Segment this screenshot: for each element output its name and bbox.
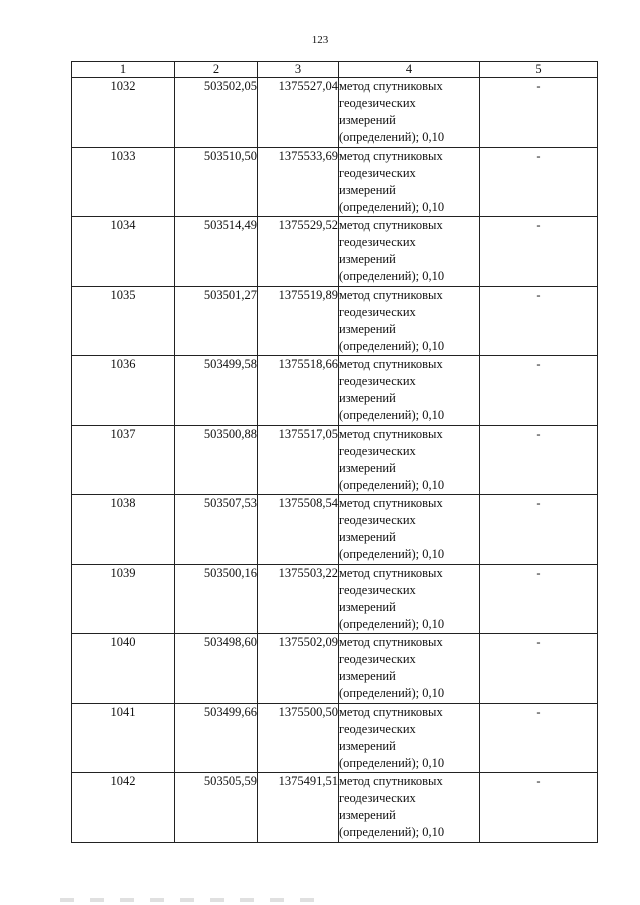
method-line: геодезических (339, 235, 416, 249)
method-line: (определений); 0,10 (339, 338, 445, 353)
y-coordinate-cell: 1375517,05 (258, 425, 339, 495)
point-number-cell: 1035 (72, 286, 175, 356)
point-number-cell: 1041 (72, 703, 175, 773)
method-line: измерений (339, 808, 396, 822)
x-coordinate-cell: 503498,60 (175, 634, 258, 704)
table-row (72, 634, 598, 704)
method-line: геодезических (339, 304, 416, 319)
note-cell: - (480, 78, 598, 148)
method-cell (339, 495, 480, 565)
x-coordinate-cell: 503501,27 (175, 286, 258, 356)
method-line: геодезических (339, 374, 416, 388)
y-coordinate-cell: 1375527,04 (258, 78, 339, 148)
method-line: (определений); 0,10 (339, 825, 445, 839)
method-line: метод спутниковых (339, 774, 443, 788)
method-line: измерений (339, 530, 396, 544)
method-cell (339, 634, 480, 704)
x-coordinate-cell: 503502,05 (175, 78, 258, 148)
table-row (72, 147, 598, 217)
note-cell: - (480, 356, 598, 426)
footer-scan-artifact (60, 898, 330, 902)
method-line: метод спутниковых (339, 218, 443, 232)
method-line: измерений (339, 391, 396, 405)
method-line: (определений); 0,10 (339, 755, 445, 770)
method-line: метод спутниковых (339, 79, 443, 93)
method-cell (339, 147, 480, 217)
method-line: (определений); 0,10 (339, 408, 445, 422)
method-line: геодезических (339, 652, 416, 666)
y-coordinate-cell: 1375518,66 (258, 356, 339, 426)
table-row (72, 773, 598, 843)
table-row (72, 356, 598, 426)
method-line: измерений (339, 252, 396, 266)
method-cell (339, 564, 480, 634)
point-number-cell: 1038 (72, 495, 175, 565)
y-coordinate-cell: 1375503,22 (258, 564, 339, 634)
coordinates-table (71, 61, 598, 843)
note-cell: - (480, 495, 598, 565)
table-row (72, 78, 598, 148)
x-coordinate-cell: 503499,58 (175, 356, 258, 426)
method-line: метод спутниковых (339, 496, 443, 510)
y-coordinate-cell: 1375519,89 (258, 286, 339, 356)
method-line: геодезических (339, 513, 416, 527)
header-cell-3: 3 (258, 62, 339, 78)
method-line: измерений (339, 738, 396, 753)
method-line: (определений); 0,10 (339, 269, 445, 283)
header-cell-2: 2 (175, 62, 258, 78)
header-cell-5: 5 (480, 62, 598, 78)
header-row (72, 62, 598, 78)
x-coordinate-cell: 503514,49 (175, 217, 258, 287)
note-cell: - (480, 634, 598, 704)
table-row (72, 564, 598, 634)
method-line: измерений (339, 182, 396, 197)
point-number-cell: 1036 (72, 356, 175, 426)
method-cell (339, 356, 480, 426)
method-line: измерений (339, 669, 396, 683)
method-line: геодезических (339, 791, 416, 805)
note-cell: - (480, 147, 598, 217)
y-coordinate-cell: 1375491,51 (258, 773, 339, 843)
method-line: (определений); 0,10 (339, 547, 445, 561)
note-cell: - (480, 703, 598, 773)
method-cell (339, 286, 480, 356)
note-cell: - (480, 217, 598, 287)
method-line: геодезических (339, 721, 416, 736)
table-row (72, 217, 598, 287)
y-coordinate-cell: 1375533,69 (258, 147, 339, 217)
point-number-cell: 1040 (72, 634, 175, 704)
table-row (72, 495, 598, 565)
table-row (72, 703, 598, 773)
x-coordinate-cell: 503500,16 (175, 564, 258, 634)
table-body (72, 78, 598, 843)
x-coordinate-cell: 503499,66 (175, 703, 258, 773)
method-line: геодезических (339, 582, 416, 597)
point-number-cell: 1034 (72, 217, 175, 287)
note-cell: - (480, 286, 598, 356)
x-coordinate-cell: 503500,88 (175, 425, 258, 495)
method-line: измерений (339, 113, 396, 127)
header-cell-4: 4 (339, 62, 480, 78)
method-line: геодезических (339, 165, 416, 180)
method-cell (339, 217, 480, 287)
method-line: измерений (339, 460, 396, 475)
method-line: измерений (339, 599, 396, 614)
point-number-cell: 1042 (72, 773, 175, 843)
note-cell: - (480, 773, 598, 843)
method-line: метод спутниковых (339, 357, 443, 371)
note-cell: - (480, 425, 598, 495)
table-header (72, 62, 598, 78)
method-line: геодезических (339, 443, 416, 458)
method-line: метод спутниковых (339, 287, 443, 302)
y-coordinate-cell: 1375529,52 (258, 217, 339, 287)
x-coordinate-cell: 503505,59 (175, 773, 258, 843)
method-line: измерений (339, 321, 396, 336)
page-number: 123 (311, 34, 329, 46)
method-line: метод спутниковых (339, 148, 443, 163)
method-line: (определений); 0,10 (339, 686, 445, 700)
method-line: (определений); 0,10 (339, 130, 445, 144)
method-cell (339, 773, 480, 843)
y-coordinate-cell: 1375508,54 (258, 495, 339, 565)
method-line: метод спутниковых (339, 704, 443, 719)
method-cell (339, 78, 480, 148)
point-number-cell: 1032 (72, 78, 175, 148)
method-cell (339, 425, 480, 495)
method-line: метод спутниковых (339, 426, 443, 441)
method-line: (определений); 0,10 (339, 199, 445, 214)
method-cell (339, 703, 480, 773)
table-row (72, 425, 598, 495)
method-line: (определений); 0,10 (339, 616, 445, 631)
point-number-cell: 1033 (72, 147, 175, 217)
point-number-cell: 1039 (72, 564, 175, 634)
x-coordinate-cell: 503510,50 (175, 147, 258, 217)
header-cell-1: 1 (72, 62, 175, 78)
note-cell: - (480, 564, 598, 634)
x-coordinate-cell: 503507,53 (175, 495, 258, 565)
method-line: (определений); 0,10 (339, 477, 445, 492)
method-line: геодезических (339, 96, 416, 110)
y-coordinate-cell: 1375502,09 (258, 634, 339, 704)
method-line: метод спутниковых (339, 635, 443, 649)
method-line: метод спутниковых (339, 565, 443, 580)
table-row (72, 286, 598, 356)
point-number-cell: 1037 (72, 425, 175, 495)
y-coordinate-cell: 1375500,50 (258, 703, 339, 773)
